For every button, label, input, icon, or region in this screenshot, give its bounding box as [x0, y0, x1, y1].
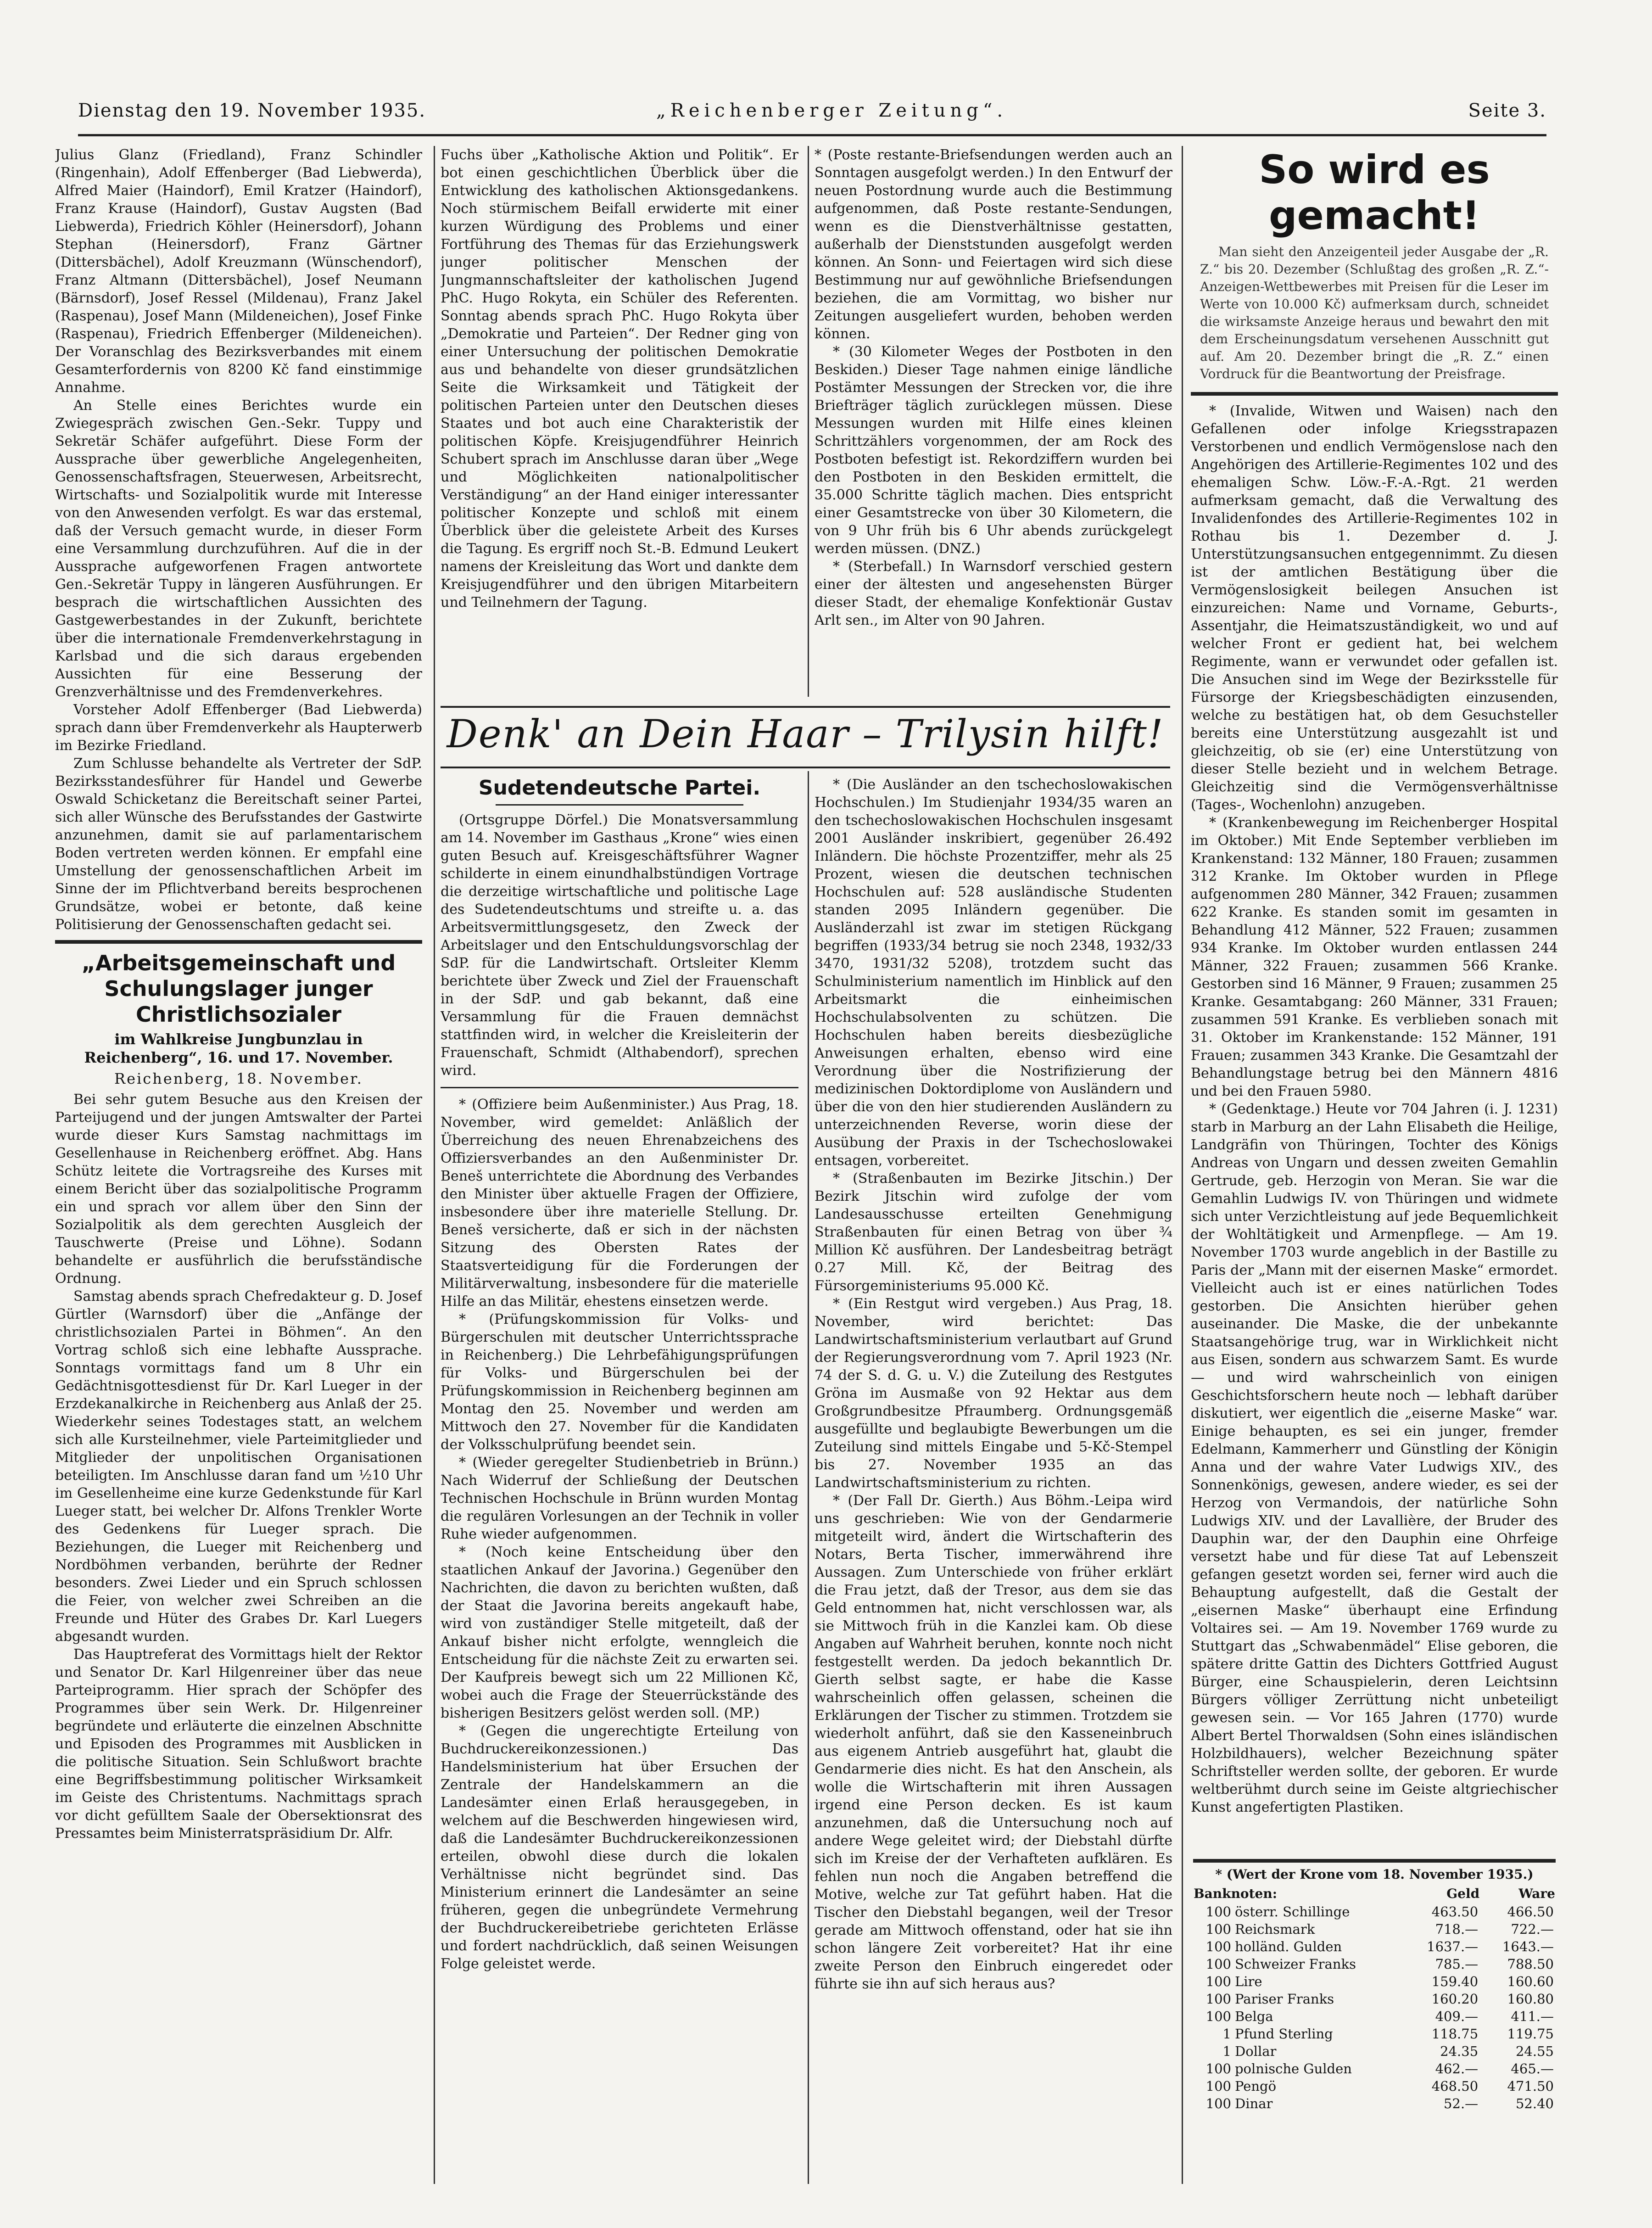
rates-row	[1193, 2095, 1556, 2112]
rates-cell-amount: 100	[1206, 1991, 1231, 2007]
rates-cell-ware: 466.50	[1507, 1904, 1554, 1920]
divider	[1191, 392, 1558, 396]
rates-row	[1193, 2043, 1556, 2060]
column-2-bottom	[441, 776, 798, 2184]
article-text: * (Gedenktage.) Heute vor 704 Jahren (i. J. 1231) starb in Marburg an der Lahn Elisabeth die Heilige, Landgräfin von Thüringen, Tochter des Königs Andreas von Ungarn und dessen zweiten Gemahlin Gertrude, geb. Herzogin von Meran. Sie war die Gemahlin Ludwigs IV. von Thüringen und widmete sich unter Verzichtleistung auf jede Bequemlichkeit der Wohltätigkeit und Armenpflege. — Am 19. November 1703 wurde angeblich in der Bastille zu Paris der „Mann mit der eisernen Maske“ ermordet. Vielleicht auch ist er eines natürlichen Todes gestorben. Die Ansichten hierüber gehen auseinander. Die Maske, die der unbekannte Staatsangehörige trug, war in Wirklichkeit nicht aus Eisen, sondern aus schwarzem Samt. Es wurde — und wird wahrscheinlich von einigen Geschichtsforschern heute noch — lebhaft darüber diskutiert, wer eigentlich die „eiserne Maske“ war. Einige behaupten, es sei ein junger, fremder Edelmann, Kammerherr und Günstling der Königin Anna und der wahre Vater Ludwigs XIV., des Sonnenkönigs, gewesen, andere wieder, es sei der Herzog von Vermandois, der natürliche Sohn Ludwigs XIV. und der Lavallière, der Bruder des Dauphin war, der den Dauphin eine Ohrfeige versetzt habe und für diese Tat auf Lebenszeit gefangen gesetzt worden sei, ferner wird auch die Behauptung aufgestellt, daß die Gestalt der „eisernen Maske“ überhaupt eine Erfindung Voltaires sei. — Am 19. November 1769 wurde zu Stuttgart das „Schwabenmädel“ Elise geboren, die spätere dritte Gattin des Dichters Gottfried August Bürger, eine Schauspielerin, deren Leichtsinn Bürgers völliger Zerrüttung nicht unbeteiligt gewesen sein. — Vor 165 Jahren (1770) wurde Albert Bertel Thorwaldsen (Sohn eines isländischen Holzbildhauers), welcher Bezeichnung später Schriftsteller werden sollte, der geboren. Er wurde weltberühmt durch seine im Geiste altgriechischer Kunst angefertigten Plastiken.	[1191, 1101, 1558, 1815]
rates-row	[1193, 1990, 1556, 2008]
column-rule	[808, 146, 809, 697]
rates-cell-geld: 160.20	[1431, 1991, 1479, 2007]
advertisement-slogan: Denk' an Dein Haar – Trilysin hilft!	[446, 711, 1164, 756]
article-text: Das Hauptreferat des Vormittags hielt der Rektor und Senator Dr. Karl Hilgenreiner über das neue Parteiprogramm. Hier sprach der Schöpfer des Programmes über sein Werk. Dr. Hilgenreiner begründete und erläuterte die einzelnen Abschnitte und Episoden des Programmes mit Ausblicken in die politische Situation. Sein Schlußwort brachte eine Begriffsbestimmung politischer Wirksamkeit im Geiste des Christentums. Nachmittags sprach vor dicht gefülltem Saale der Obersektionsrat des Pressamtes beim Ministerratspräsidium Dr. Alfr.	[55, 1646, 422, 1842]
rates-header-ware: Ware	[1518, 1886, 1555, 1901]
rates-cell-name: Pfund Sterling	[1234, 2026, 1333, 2042]
rates-cell-ware: 24.55	[1515, 2043, 1554, 2059]
trilysin-advertisement	[441, 706, 1170, 768]
article-text: Bei sehr gutem Besuche aus den Kreisen der Parteijugend und der jungen Amtswalter der Partei wurde dieser Kurs Samstag nachmittags im Gesellenhause in Reichenberg eröffnet. Abg. Hans Schütz leitete die Vortragsreihe des Kurses mit einem Bericht über das sozialpolitische Programm ein und sprach vor allem über den Sinn der Sozialpolitik als dem gerechten Ausgleich der Tauschwerte (Preise und Löhne). Sodann behandelte er ausführlich die berufsständische Ordnung.	[55, 1092, 422, 1287]
article-text: * (Gegen die ungerechtigte Erteilung von Buchdruckereikonzessionen.) Das Handelsministerium hat über Ersuchen der Zentrale der Handelskammern an die Landesämter einen Erlaß herausgegeben, in welchem auf die Beschwerden hingewiesen wird, daß die Landesämter Buchdruckereikonzessionen erteilen, obwohl diese durch die lokalen Verhältnisse nicht begründet sind. Das Ministerium erinnert die Landesämter an seine früheren, gegen die unbegründete Vermehrung der Buchdruckereibetriebe gerichteten Erlässe und fordert nachdrücklich, daß seinen Weisungen Folge geleistet werde.	[441, 1723, 798, 1972]
article-text: * (Die Ausländer an den tschechoslowakischen Hochschulen.) Im Studienjahr 1934/35 waren an den tschechoslowakischen Hochschulen insgesamt 2001 Ausländer inskribiert, gegenüber 26.492 Inländern. Die höchste Prozentziffer, mehr als 25 Prozent, wiesen die deutschen technischen Hochschulen auf: 528 ausländische Studenten standen 2095 Inländern gegenüber. Die Ausländerzahl ist zwar im stetigen Rückgang begriffen (1933/34 betrug sie noch 2348, 1932/33 3470, 1931/32 5208), trotzdem sucht das Schulministerium namentlich im Hinblick auf den Arbeitsmarkt die einheimischen Hochschulabsolventen zu schützen. Die Hochschulen haben bereits diesbezügliche Anweisungen erhalten, ebenso wird eine Verordnung über die Nostrifizierung der medizinischen Doktordiplome von Ausländern und über die von den hier studierenden Ausländern zu unterzeichnenden Reverse, worin diese der Ausübung der Praxis in der Tschechoslowakei entsagen, vorbereitet.	[815, 777, 1172, 1169]
rates-cell-geld: 1637.—	[1427, 1939, 1479, 1954]
rates-cell-geld: 52.—	[1444, 2096, 1479, 2111]
rates-cell-amount: 100	[1206, 1904, 1231, 1920]
rates-row	[1193, 2060, 1556, 2077]
rates-cell-name: Reichsmark	[1234, 1921, 1315, 1937]
article-text: * (Wieder geregelter Studienbetrieb in Brünn.) Nach Widerruf der Schließung der Deutschen Technischen Hochschule in Brünn wurden Montag die regulären Vorlesungen an der Technik in voller Ruhe wieder aufgenommen.	[441, 1455, 798, 1542]
rates-cell-amount: 100	[1206, 2061, 1231, 2077]
rates-cell-name: holländ. Gulden	[1234, 1939, 1342, 1954]
article-text: Zum Schlusse behandelte als Vertreter der SdP. Bezirksstandesführer für Handel und Gewerbe Oswald Schicketanz die Bereitschaft seiner Partei, sich aller Wünsche des Berufsstandes der Gastwirte anzunehmen, damit sie auf parlamentarischem Boden vertreten werden können. Er empfahl eine Umstellung der genossenschaftlichen Arbeit im Sinne der im Pflichtverband bereits besprochenen Grundsätze, wobei er betonte, daß keine Politisierung der Genossenschaften gedacht sei.	[55, 756, 422, 933]
rates-row	[1193, 1938, 1556, 1955]
rates-cell-geld: 785.—	[1435, 1956, 1479, 1972]
article-subheadline: im Wahlkreise Jungbunzlau in Reichenberg“, 16. und 17. November.	[84, 1030, 393, 1066]
column-3-bottom	[815, 776, 1172, 2184]
rates-table	[1193, 1885, 1556, 2112]
rates-cell-amount: 100	[1206, 2096, 1231, 2111]
rates-header-geld: Geld	[1446, 1886, 1480, 1901]
column-rule	[808, 771, 809, 2184]
article-headline: Sudetendeutsche Partei.	[478, 776, 761, 800]
rates-cell-amount: 100	[1206, 1956, 1231, 1972]
rates-row	[1193, 2025, 1556, 2043]
rates-cell-amount: 100	[1206, 2009, 1231, 2024]
rates-cell-amount: 1	[1222, 2043, 1231, 2059]
article-text: Samstag abends sprach Chefredakteur g. D. Josef Gürtler (Warnsdorf) über die „Anfänge der christlichsozialen Partei in Böhmen“. An den Vortrag schloß sich eine lebhafte Aussprache. Sonntags vormittags fand um 8 Uhr ein Gedächtnisgottesdienst für Dr. Karl Lueger in der Erzdekanalkirche in Reichenberg aus Anlaß der 25. Wiederkehr seines Todestages statt, an welchem sich alle Kursteilnehmer, viele Parteimitglieder und Mitglieder der unpolitischen Organisationen beteiligten. Im Anschlusse daran fand um ½10 Uhr im Gesellenheime eine kurze Gedenkstunde für Karl Lueger statt, bei welcher Dr. Alfons Trenkler Worte des Gedenkens für Lueger sprach. Die Beziehungen, die Lueger mit Reichenberg und Nordböhmen verbanden, berührte der Redner besonders. Zwei Lieder und ein Spruch schlossen die Feier, von welcher zwei Schreiben an die Freunde und Hüter des Grabes Dr. Karl Luegers abgesandt wurden.	[55, 1288, 422, 1645]
divider	[55, 940, 422, 944]
promo-text: Man sieht den Anzeigenteil jeder Ausgabe der „R. Z.“ bis 20. Dezember (Schlußtag des großen „R. Z.“-Anzeigen-Wettbewerbes mit Preisen für die Leser im Werte von 10.000 Kč) aufmerksam durch, schneidet die wirksamste Anzeige heraus und bewahrt den mit dem Erscheinungsdatum versehenen Ausschnitt gut auf. Am 20. Dezember bringt die „R. Z.“ einen Vordruck für die Beantwortung der Preisfrage.	[1200, 244, 1549, 381]
rates-cell-name: Lire	[1234, 1974, 1262, 1989]
column-1	[55, 146, 422, 2184]
article-text: * (Straßenbauten im Bezirke Jitschin.) Der Bezirk Jitschin wird zufolge der vom Landesausschusse erteilten Genehmigung Straßenbauten für einen Betrag von über ¾ Million Kč ausführen. Der Landesbeitrag beträgt 0.27 Mill. Kč, der Beitrag des Fürsorgeministeriums 95.000 Kč.	[815, 1170, 1172, 1294]
rates-cell-ware: 52.40	[1515, 2096, 1554, 2111]
header-rule	[78, 134, 1546, 136]
rates-cell-name: Pariser Franks	[1234, 1991, 1334, 2007]
article-text: * (Invalide, Witwen und Waisen) nach den Gefallenen oder infolge Kriegsstrapazen Verstorbenen und endlich Vermögenslose nach den Angehörigen des Artillerie-Regimentes 102 und des ehemaligen Schw. Löw.-F.-A.-Rgt. 21 werden aufmerksam gemacht, daß die Verwaltung des Invalidenfondes des Artillerie-Regimentes 102 in Rothau bis 1. Dezember d. J. Unterstützungsansuchen entgegennimmt. Zu diesen ist der amtlichen Bestätigung über die Vermögenslosigkeit beilegen Ansuchen ist einzureichen: Name und Vorname, Geburts-, Assentjahr, die Heimatszuständigkeit, wo und auf welcher Front er gedient hat, bei welchem Regimente, wann er verwundet oder gefallen ist. Die Ansuchen sind im Wege der Bezirksstelle für Fürsorge der Kriegsbeschädigten einzusenden, welche zu bestätigen hat, ob dem Gesuchsteller bereits eine Unterstützung ausgezahlt ist und gleichzeitig, ob sie (er) eine Unterstützung von dieser Stelle bezieht und in welchem Betrage. Gleichzeitig sind die Vermögensverhältnisse (Tages-, Wochenlohn) anzugeben.	[1191, 403, 1558, 813]
rates-cell-geld: 463.50	[1431, 1904, 1479, 1920]
rates-cell-geld: 468.50	[1431, 2078, 1479, 2094]
rates-cell-ware: 411.—	[1511, 2009, 1554, 2024]
rates-cell-ware: 722.—	[1511, 1921, 1554, 1937]
rates-cell-name: Pengö	[1234, 2078, 1277, 2094]
rates-row	[1193, 1920, 1556, 1938]
rates-cell-ware: 788.50	[1507, 1956, 1554, 1972]
divider	[441, 1087, 798, 1088]
column-rule	[1182, 146, 1183, 2184]
header-date: Dienstag den 19. November 1935.	[78, 100, 426, 121]
rates-cell-amount: 1	[1222, 2026, 1231, 2042]
rates-cell-ware: 119.75	[1507, 2026, 1554, 2042]
rates-row	[1193, 2077, 1556, 2095]
divider	[1193, 1859, 1556, 1863]
rates-cell-name: Dollar	[1234, 2043, 1277, 2059]
rates-cell-geld: 462.—	[1435, 2061, 1479, 2077]
article-text: * (Offiziere beim Außenminister.) Aus Prag, 18. November, wird gemeldet: Anläßlich der Überreichung des neuen Ehrenabzeichens des Offiziersverbandes an den Außenminister Dr. Beneš unterrichtete die Abordnung des Verbandes den Minister über aktuelle Fragen der Offiziere, insbesondere über ihre materielle Stellung. Dr. Beneš versicherte, daß er sich in der nächsten Sitzung des Obersten Rates der Staatsverteidigung für die Forderungen der Militärverwaltung, insbesondere für die materielle Hilfe an das Militär, ehestens einsetzen werde.	[441, 1097, 798, 1310]
divider	[496, 804, 743, 806]
rates-row	[1193, 1955, 1556, 1973]
article-text: Vorsteher Adolf Effenberger (Bad Liebwerda) sprach dann über Fremdenverkehr als Haupterwerb im Bezirke Friedland.	[55, 702, 422, 754]
rates-cell-name: Schweizer Franks	[1234, 1956, 1356, 1972]
rates-row	[1193, 1973, 1556, 1990]
article-text: * (30 Kilometer Weges der Postboten in den Beskiden.) Dieser Tage nahmen einige ländliche Postämter Messungen der Strecken vor, die ihre Briefträger täglich zurücklegen müssen. Diese Messungen wurden mit Hilfe eines kleinen Schrittzählers vorgenommen, der am Rock des Postboten befestigt ist. Rekordziffern wurden bei den Postboten in den Beskiden ermittelt, die 35.000 Schritte täglich machen. Dies entspricht einer Gesamtstrecke von über 30 Kilometern, die von 9 Uhr früh bis 6 Uhr abends zurückgelegt werden müssen. (DNZ.)	[815, 344, 1172, 557]
rates-cell-geld: 718.—	[1435, 1921, 1479, 1937]
exchange-rates	[1193, 1859, 1556, 2180]
rates-cell-ware: 160.60	[1507, 1974, 1554, 1989]
rates-cell-name: Belga	[1234, 2009, 1273, 2024]
article-text: An Stelle eines Berichtes wurde ein Zwiegespräch zwischen Gen.-Sekr. Tuppy und Sekretär Schäfer aufgeführt. Diese Form der Aussprache über gewerbliche Angelegenheiten, Genossenschaftsfragen, Steuerwesen, Arbeitsrecht, Wirtschafts- und Sozialpolitik wurde mit Interesse von den Anwesenden verfolgt. Es war das erstemal, daß der Versuch gemacht wurde, in dieser Form eine Versammlung durchzuführen. Auf die in der Aussprache aufgeworfenen Fragen antwortete Gen.-Sekretär Tuppy in längeren Ausführungen. Er besprach die wirtschaftlichen Aussichten des Gastgewerbestandes in der Zukunft, berichtete über die internationale Fremdenverkehrstagung in Karlsbad und die sich daraus ergebenden Aussichten für eine Besserung der Grenzverhältnisse und des Fremdenverkehres.	[55, 397, 422, 700]
article-text: * (Krankenbewegung im Reichenberger Hospital im Oktober.) Mit Ende September verblieben im Krankenstand: 132 Männer, 180 Frauen; zusammen 312 Kranke. Im Oktober wurden in Pflege aufgenommen 280 Männer, 342 Frauen; zusammen 622 Kranke. Es standen somit im gesamten in Behandlung 412 Männer, 522 Frauen; zusammen 934 Kranke. Im Oktober wurden entlassen 244 Männer, 322 Frauen; zusammen 566 Kranke. Gestorben sind 16 Männer, 9 Frauen; zusammen 25 Kranke. Gesamtabgang: 260 Männer, 331 Frauen; zusammen 591 Kranke. Es verblieben sonach mit 31. Oktober im Krankenstande: 152 Männer, 191 Frauen; zusammen 343 Kranke. Die Gesamtzahl der Behandlungstage betrug bei den Männern 4816 und bei den Frauen 5980.	[1191, 815, 1558, 1099]
article-text: * (Sterbefall.) In Warnsdorf verschied gestern einer der ältesten und angesehensten Bürger dieser Stadt, der ehemalige Konfektionär Gustav Arlt sen., im Alter von 90 Jahren.	[815, 559, 1172, 628]
rates-row	[1193, 1903, 1556, 1920]
column-rule	[434, 146, 435, 2184]
article-text: * (Noch keine Entscheidung über den staatlichen Ankauf der Javorina.) Gegenüber den Nachrichten, die davon zu berichten wußten, daß der Staat die Javorina bereits angekauft habe, wird von zuständiger Stelle mitgeteilt, daß der Ankauf bisher nicht erfolgte, wenngleich die Entscheidung für die nächste Zeit zu erwarten sei. Der Kaufpreis bewegt sich um 22 Millionen Kč, wobei auch die Frage der Steuerrückstände des bisherigen Besitzers gelöst werden soll. (MP.)	[441, 1544, 798, 1721]
header-newspaper-title: „Reichenberger Zeitung“.	[656, 100, 1008, 121]
rates-cell-ware: 1643.—	[1502, 1939, 1554, 1954]
rates-cell-amount: 100	[1206, 2078, 1231, 2094]
rates-row	[1193, 2008, 1556, 2025]
rates-title: * (Wert der Krone vom 18. November 1935.)	[1215, 1867, 1534, 1882]
article-dateline: Reichenberg, 18. November.	[114, 1070, 363, 1087]
rates-cell-name: österr. Schillinge	[1234, 1904, 1350, 1920]
article-text: Julius Glanz (Friedland), Franz Schindler (Ringenhain), Adolf Effenberger (Bad Liebwerda), Alfred Maier (Haindorf), Emil Kratzer (Haindorf), Franz Krause (Haindorf), Gustav Augsten (Bad Liebwerda), Friedrich Köhler (Heinersdorf), Johann Stephan (Heinersdorf), Franz Gärtner (Dittersbächel), Adolf Kreuzmann (Wünschendorf), Franz Altmann (Dittersbächel), Josef Neumann (Bärnsdorf), Josef Ressel (Mildenau), Franz Jakel (Raspenau), Josef Mann (Mildeneichen), Josef Finke (Raspenau), Friedrich Effenberger (Mildeneichen). Der Voranschlag des Bezirksverbandes mit einem Gesamterfordernis von 8200 Kč fand einstimmige Annahme.	[55, 147, 422, 396]
article-text: * (Der Fall Dr. Gierth.) Aus Böhm.-Leipa wird uns geschrieben: Wie von der Gendarmerie mitgeteilt wird, ändert die Wirtschafterin des Notars, Berta Tischer, immerwährend ihre Aussagen. Zum Unterschiede von früher erklärt die Frau jetzt, daß der Tresor, aus dem sie das Geld entnommen hat, nicht verschlossen war, als sie Mittwoch früh in die Kanzlei kam. Ob diese Angaben auf Wahrheit beruhen, konnte noch nicht festgestellt werden. Da jedoch bekanntlich Dr. Gierth selbst sagte, er habe die Kasse wahrscheinlich offen gelassen, scheinen die Erklärungen der Tischer zu stimmen. Trotzdem sie wiederholt anführt, daß sie den Kasseneinbruch aus eigenem Antrieb ausgeführt hat, glaubt die Gendarmerie dies nicht. Es hat den Anschein, als wolle die Wirtschafterin mit ihren Aussagen irgend eine Person decken. Es ist kaum anzunehmen, daß die Untersuchung noch auf andere Wege geleitet wird; der Diebstahl dürfte sich im Kreise der der Verhafteten aufklären. Es fehlen nun noch die Angaben betreffend die Motive, welche zur Tat geführt haben. Hat die Tischer den Diebstahl begangen, weil der Tresor gerade am Mittwoch offenstand, oder hat sie ihn schon längere Zeit vorbereitet? Hat ihr eine zweite Person den Einbruch eingeredet oder führte sie ihn auf sich heraus aus?	[815, 1493, 1172, 1992]
rates-header-label: Banknoten:	[1194, 1886, 1278, 1901]
header-page-number: Seite 3.	[1468, 100, 1546, 121]
promo-headline: So wird es gemacht!	[1259, 147, 1490, 239]
article-text: * (Poste restante-Briefsendungen werden auch an Sonntagen ausgefolgt werden.) In den Entwurf der neuen Postordnung wurde auch die Bestimmung aufgenommen, daß Poste restante-Sendungen, wenn es die Dienstverhältnisse gestatten, außerhalb der Dienststunden ausgefolgt werden können. An Sonn- und Feiertagen wird sich diese Bestimmung nur auf gewöhnliche Briefsendungen beziehen, die am Vormittag, wo bisher nur Zeitungen ausgeliefert wurden, behoben werden können.	[815, 147, 1172, 342]
rates-cell-geld: 409.—	[1435, 2009, 1479, 2024]
article-text: * (Prüfungskommission für Volks- und Bürgerschulen mit deutscher Unterrichtssprache in Reichenberg.) Die Lehrbefähigungsprüfungen für Volks- und Bürgerschulen bei der Prüfungskommission in Reichenberg beginnen am Montag den 25. November und werden am Mittwoch den 27. November für die Kandidaten der Volksschulprüfung beendet sein.	[441, 1311, 798, 1453]
column-3-top	[815, 146, 1172, 697]
rates-cell-name: polnische Gulden	[1234, 2061, 1352, 2077]
rates-cell-amount: 100	[1206, 1921, 1231, 1937]
rates-cell-amount: 100	[1206, 1974, 1231, 1989]
column-2-top	[441, 146, 798, 697]
rates-cell-geld: 159.40	[1431, 1974, 1479, 1989]
rates-cell-geld: 24.35	[1440, 2043, 1479, 2059]
rates-cell-amount: 100	[1206, 1939, 1231, 1954]
rates-cell-ware: 160.80	[1507, 1991, 1554, 2007]
article-text: (Ortsgruppe Dörfel.) Die Monatsversammlung am 14. November im Gasthaus „Krone“ wies einen guten Besuch auf. Kreisgeschäftsführer Wagner schilderte in einem einundhalbstündigen Vortrage die derzeitige wirtschaftliche und politische Lage des Sudetendeutschtums und streifte u. a. das Arbeitsvermittlungsgesetz, den Zweck der Arbeitslager und den Entschuldungsvorschlag der SdP. für die Landwirtschaft. Ortsleiter Klemm berichtete über Zweck und Ziel der Frauenschaft in der SdP. und gab bekannt, daß eine Versammlung für die Frauen demnächst stattfinden wird, in welcher die Kreisleiterin der Frauenschaft, Schmidt (Althabendorf), sprechen wird.	[441, 812, 798, 1079]
rates-cell-name: Dinar	[1234, 2096, 1273, 2111]
rates-cell-geld: 118.75	[1431, 2026, 1479, 2042]
rates-cell-ware: 471.50	[1507, 2078, 1554, 2094]
article-headline: „Arbeitsgemeinschaft und Schulungslager junger Christlichsozialer	[81, 951, 396, 1027]
rates-cell-ware: 465.—	[1511, 2061, 1554, 2077]
article-text: Fuchs über „Katholische Aktion und Politik“. Er bot einen geschichtlichen Überblick über die Entwicklung des katholischen Aktionsgedankens. Noch stürmischem Beifall erwiderte mit einer kurzen Würdigung des Problems und einer Fortführung des Themas für das Erziehungswerk junger politischer Menschen der Jungmannschaftsleiter der katholischen Jugend PhC. Hugo Rokyta, ein Schüler des Referenten. Sonntag abends sprach PhC. Hugo Rokyta über „Demokratie und Parteien“. Der Redner ging von einer Untersuchung der politischen Demokratie aus und behandelte von dieser grundsätzlichen Seite die Wirksamkeit und Tätigkeit der politischen Parteien unter den Deutschen dieses Staates und bot auch eine Charakteristik der politischen Köpfe. Kreisjugendführer Heinrich Schubert sprach im Anschlusse daran über „Wege und Möglichkeiten nationalpolitischer Verständigung“ an der Hand einiger interessanter politischer Konzepte und schloß mit einem Überblick über die geleistete Arbeit des Kurses die Tagung. Es ergriff noch St.-B. Edmund Leukert namens der Kreisleitung das Wort und dankte dem Kreisjugendführer und den übrigen Mitarbeitern und Teilnehmern der Tagung.	[441, 147, 798, 610]
article-text: * (Ein Restgut wird vergeben.) Aus Prag, 18. November, wird berichtet: Das Landwirtschaftsministerium verlautbart auf Grund der Regierungsverordnung vom 7. April 1923 (Nr. 74 der S. d. G. u. V.) die Zuteilung des Restgutes Gröna im Ausmaße von 92 Hektar aus dem Großgrundbesitze Pfraumberg. Ordnungsgemäß ausgefüllte und beglaubigte Bewerbungen um die Zuteilung sind mittels Eingabe und 5-Kč-Stempel bis 27. November 1935 an das Landwirtschaftsministerium zu richten.	[815, 1296, 1172, 1491]
